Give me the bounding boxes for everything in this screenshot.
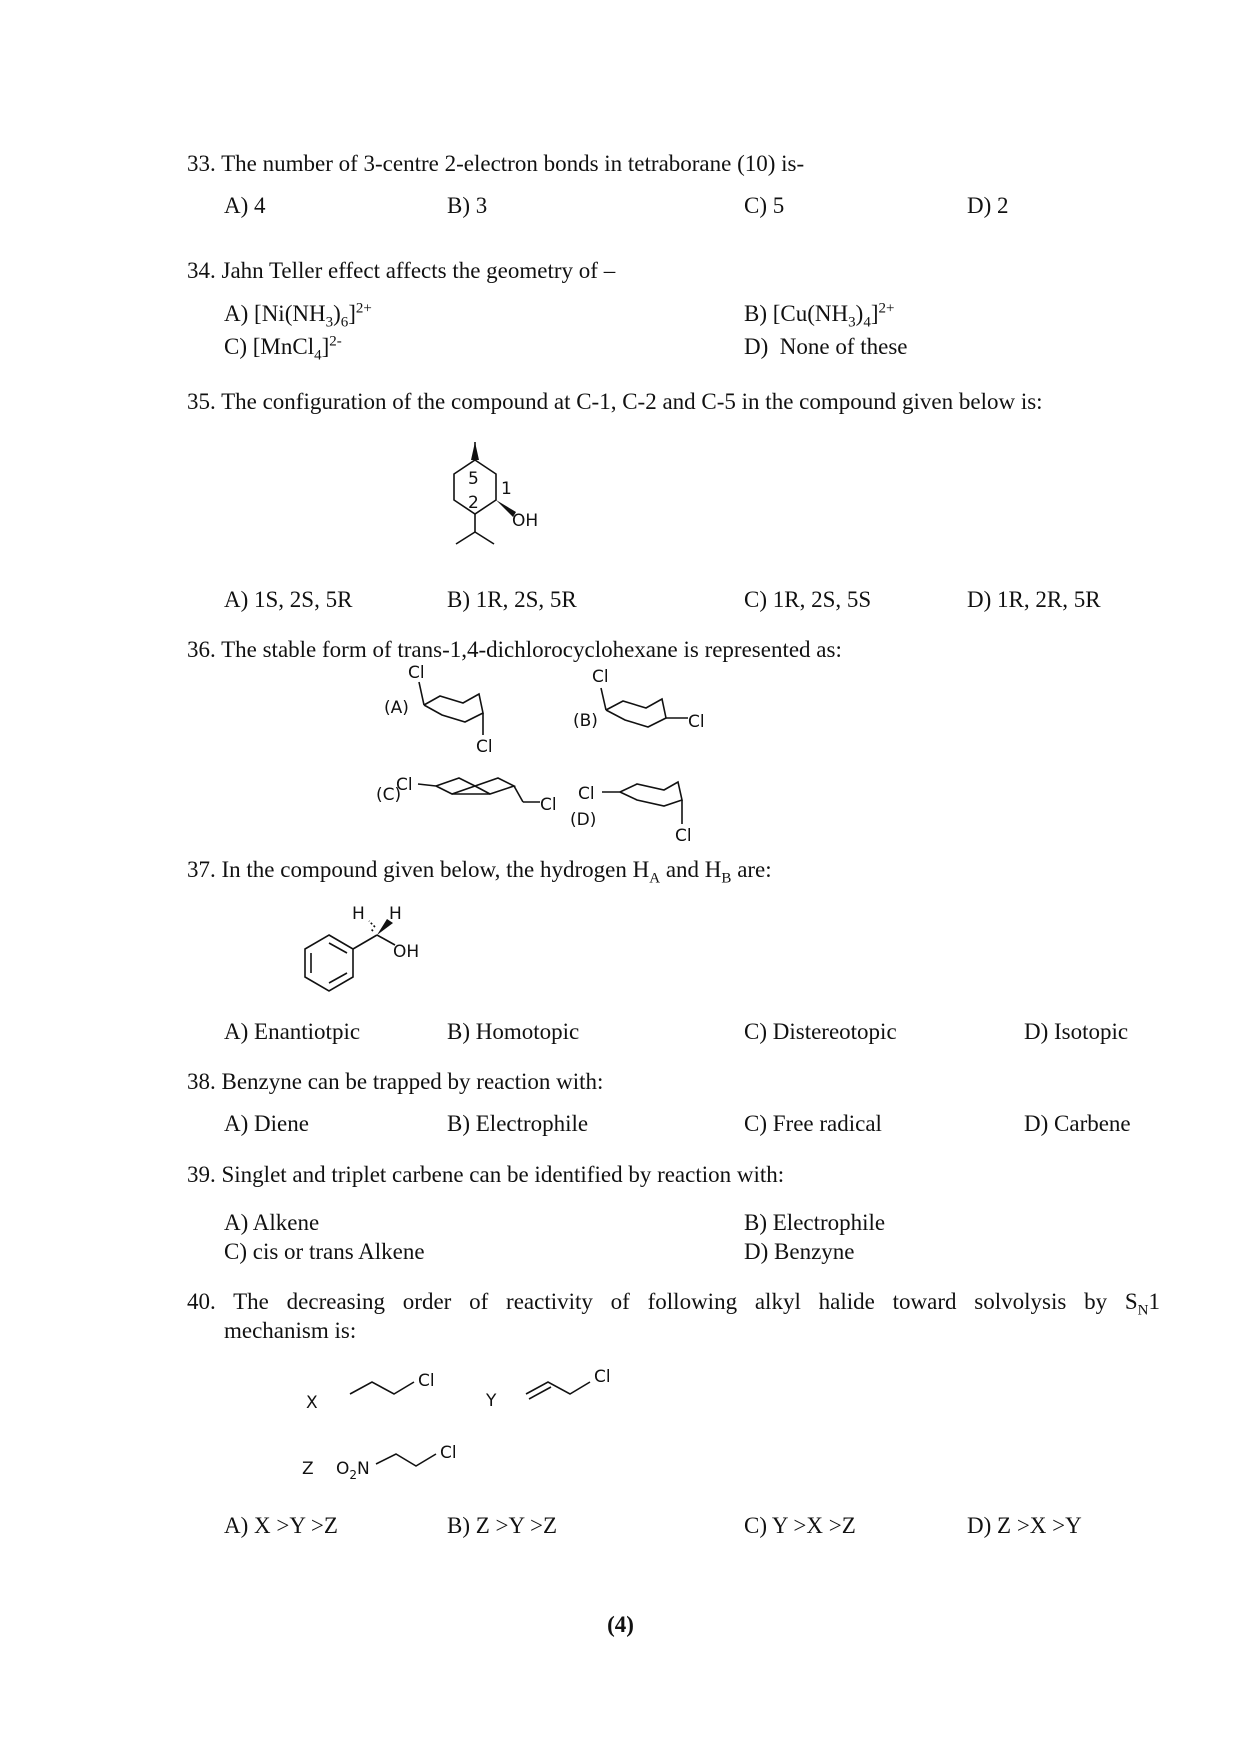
menthol-structure (440, 432, 560, 562)
option-c[interactable]: C) Distereotopic (744, 1019, 897, 1044)
question-39 (187, 1161, 784, 1189)
question-text: Singlet and triplet carbene can be identified by reaction with: (221, 1162, 785, 1187)
page-number: (4) (607, 1612, 634, 1637)
option-a[interactable]: A) 4 (224, 193, 266, 218)
option-a[interactable]: A) Diene (224, 1111, 309, 1136)
svg-text:O2N: $O_2N$ (336, 1459, 370, 1482)
svg-text:Cl: Cl (476, 737, 493, 757)
question-text: Jahn Teller effect affects the geometry of – (221, 258, 616, 283)
option-d[interactable]: D) 2 (967, 193, 1009, 218)
option-a[interactable]: A) X >Y >Z (224, 1513, 338, 1538)
svg-text:Cl: Cl (578, 784, 595, 804)
alkyl-halides-structures (300, 1360, 630, 1500)
question-text: Benzyne can be trapped by reaction with: (221, 1069, 604, 1094)
option-d[interactable]: D) 1R, 2R, 5R (967, 587, 1101, 612)
option-b[interactable]: B) Electrophile (447, 1111, 589, 1136)
hydroxyl-label: OH (393, 942, 420, 962)
question-38 (187, 1068, 603, 1096)
option-c[interactable]: C) 5 (744, 193, 785, 218)
svg-text:Cl: Cl (594, 1367, 611, 1387)
option-d[interactable]: D) Benzyne (744, 1239, 855, 1264)
svg-text:Cl: Cl (418, 1371, 435, 1391)
question-number: 34. (187, 258, 216, 283)
cyclohexane-chairs (376, 660, 740, 850)
question-number: 36. (187, 637, 216, 662)
option-b[interactable]: B) Electrophile (744, 1210, 886, 1235)
question-40: 40. The decreasing order of reactivity of following alkyl halide toward solvolysis by $S_N1$ (187, 1289, 1160, 1319)
option-a[interactable]: A) Alkene (224, 1210, 320, 1235)
hydrogen-b-label: H (389, 904, 402, 924)
svg-text:Cl: Cl (592, 667, 609, 687)
svg-text:Cl: Cl (675, 826, 692, 846)
question-34 (187, 257, 615, 285)
question-text: The stable form of trans-1,4-dichlorocyclohexane is represented as: (221, 637, 842, 662)
label-x: X (306, 1393, 318, 1413)
option-b[interactable]: B) Z >Y >Z (447, 1513, 558, 1538)
question-40-line2: mechanism is: (224, 1318, 357, 1343)
option-d[interactable]: D) Isotopic (1024, 1019, 1129, 1044)
label-z: Z (302, 1459, 314, 1479)
option-a[interactable]: A) 1S, 2S, 5R (224, 587, 353, 612)
hydroxyl-label: OH (512, 511, 539, 531)
label-a: (A) (384, 698, 409, 718)
benzyl-alcohol-structure (295, 905, 455, 1005)
svg-text:Cl: Cl (440, 1443, 457, 1463)
option-c[interactable]: C) Y >X >Z (744, 1513, 856, 1538)
question-number: 33. (187, 151, 216, 176)
option-c[interactable]: C) Free radical (744, 1111, 882, 1136)
label-d: (D) (570, 810, 597, 830)
carbon-5-label: 5 (468, 469, 479, 489)
option-b[interactable]: B) $[Cu(NH_3)_4]^{2+}$ (744, 300, 895, 331)
question-number: 35. (187, 389, 216, 414)
carbon-1-label: 1 (501, 479, 512, 499)
question-number: 37. (187, 857, 216, 882)
option-b[interactable]: B) 3 (447, 193, 488, 218)
option-c[interactable]: C) cis or trans Alkene (224, 1239, 425, 1264)
svg-text:Cl: Cl (408, 663, 425, 683)
option-d[interactable]: D) Carbene (1024, 1111, 1131, 1136)
option-a[interactable]: A) Enantiotpic (224, 1019, 361, 1044)
question-text: The number of 3-centre 2-electron bonds in tetraborane (10) is- (221, 151, 805, 176)
question-number: 38. (187, 1069, 216, 1094)
option-c[interactable]: C) [MnCl$_4$]$^{2-}$ (224, 333, 342, 364)
option-a[interactable]: A) $[Ni(NH_3)_6]^{2+}$ (224, 300, 372, 331)
question-number: 40. (187, 1289, 216, 1314)
question-35 (187, 388, 1043, 416)
question-number: 39. (187, 1162, 216, 1187)
label-c: (C) (376, 785, 402, 805)
option-b[interactable]: B) 1R, 2S, 5R (447, 587, 577, 612)
question-text: The configuration of the compound at C-1, C-2 and C-5 in the compound given below is: (221, 389, 1043, 414)
structure-d (570, 782, 692, 846)
label-b: (B) (573, 711, 598, 731)
option-d[interactable]: D) None of these (744, 334, 908, 359)
structure-a (384, 663, 493, 757)
option-d[interactable]: D) Z >X >Y (967, 1513, 1082, 1538)
hydrogen-a-label: H (352, 904, 365, 924)
option-c[interactable]: C) 1R, 2S, 5S (744, 587, 872, 612)
structure-b (573, 667, 705, 732)
svg-text:Cl: Cl (540, 795, 557, 815)
label-y: Y (486, 1391, 497, 1411)
question-33 (187, 150, 804, 178)
question-37: 37. In the compound given below, the hydrogen $H_A$ and $H_B$ are: (187, 857, 772, 887)
option-b[interactable]: B) Homotopic (447, 1019, 580, 1044)
svg-text:Cl: Cl (688, 712, 705, 732)
carbon-2-label: 2 (468, 493, 479, 513)
svg-text:Cl: Cl (396, 775, 413, 795)
structure-c (376, 775, 557, 815)
